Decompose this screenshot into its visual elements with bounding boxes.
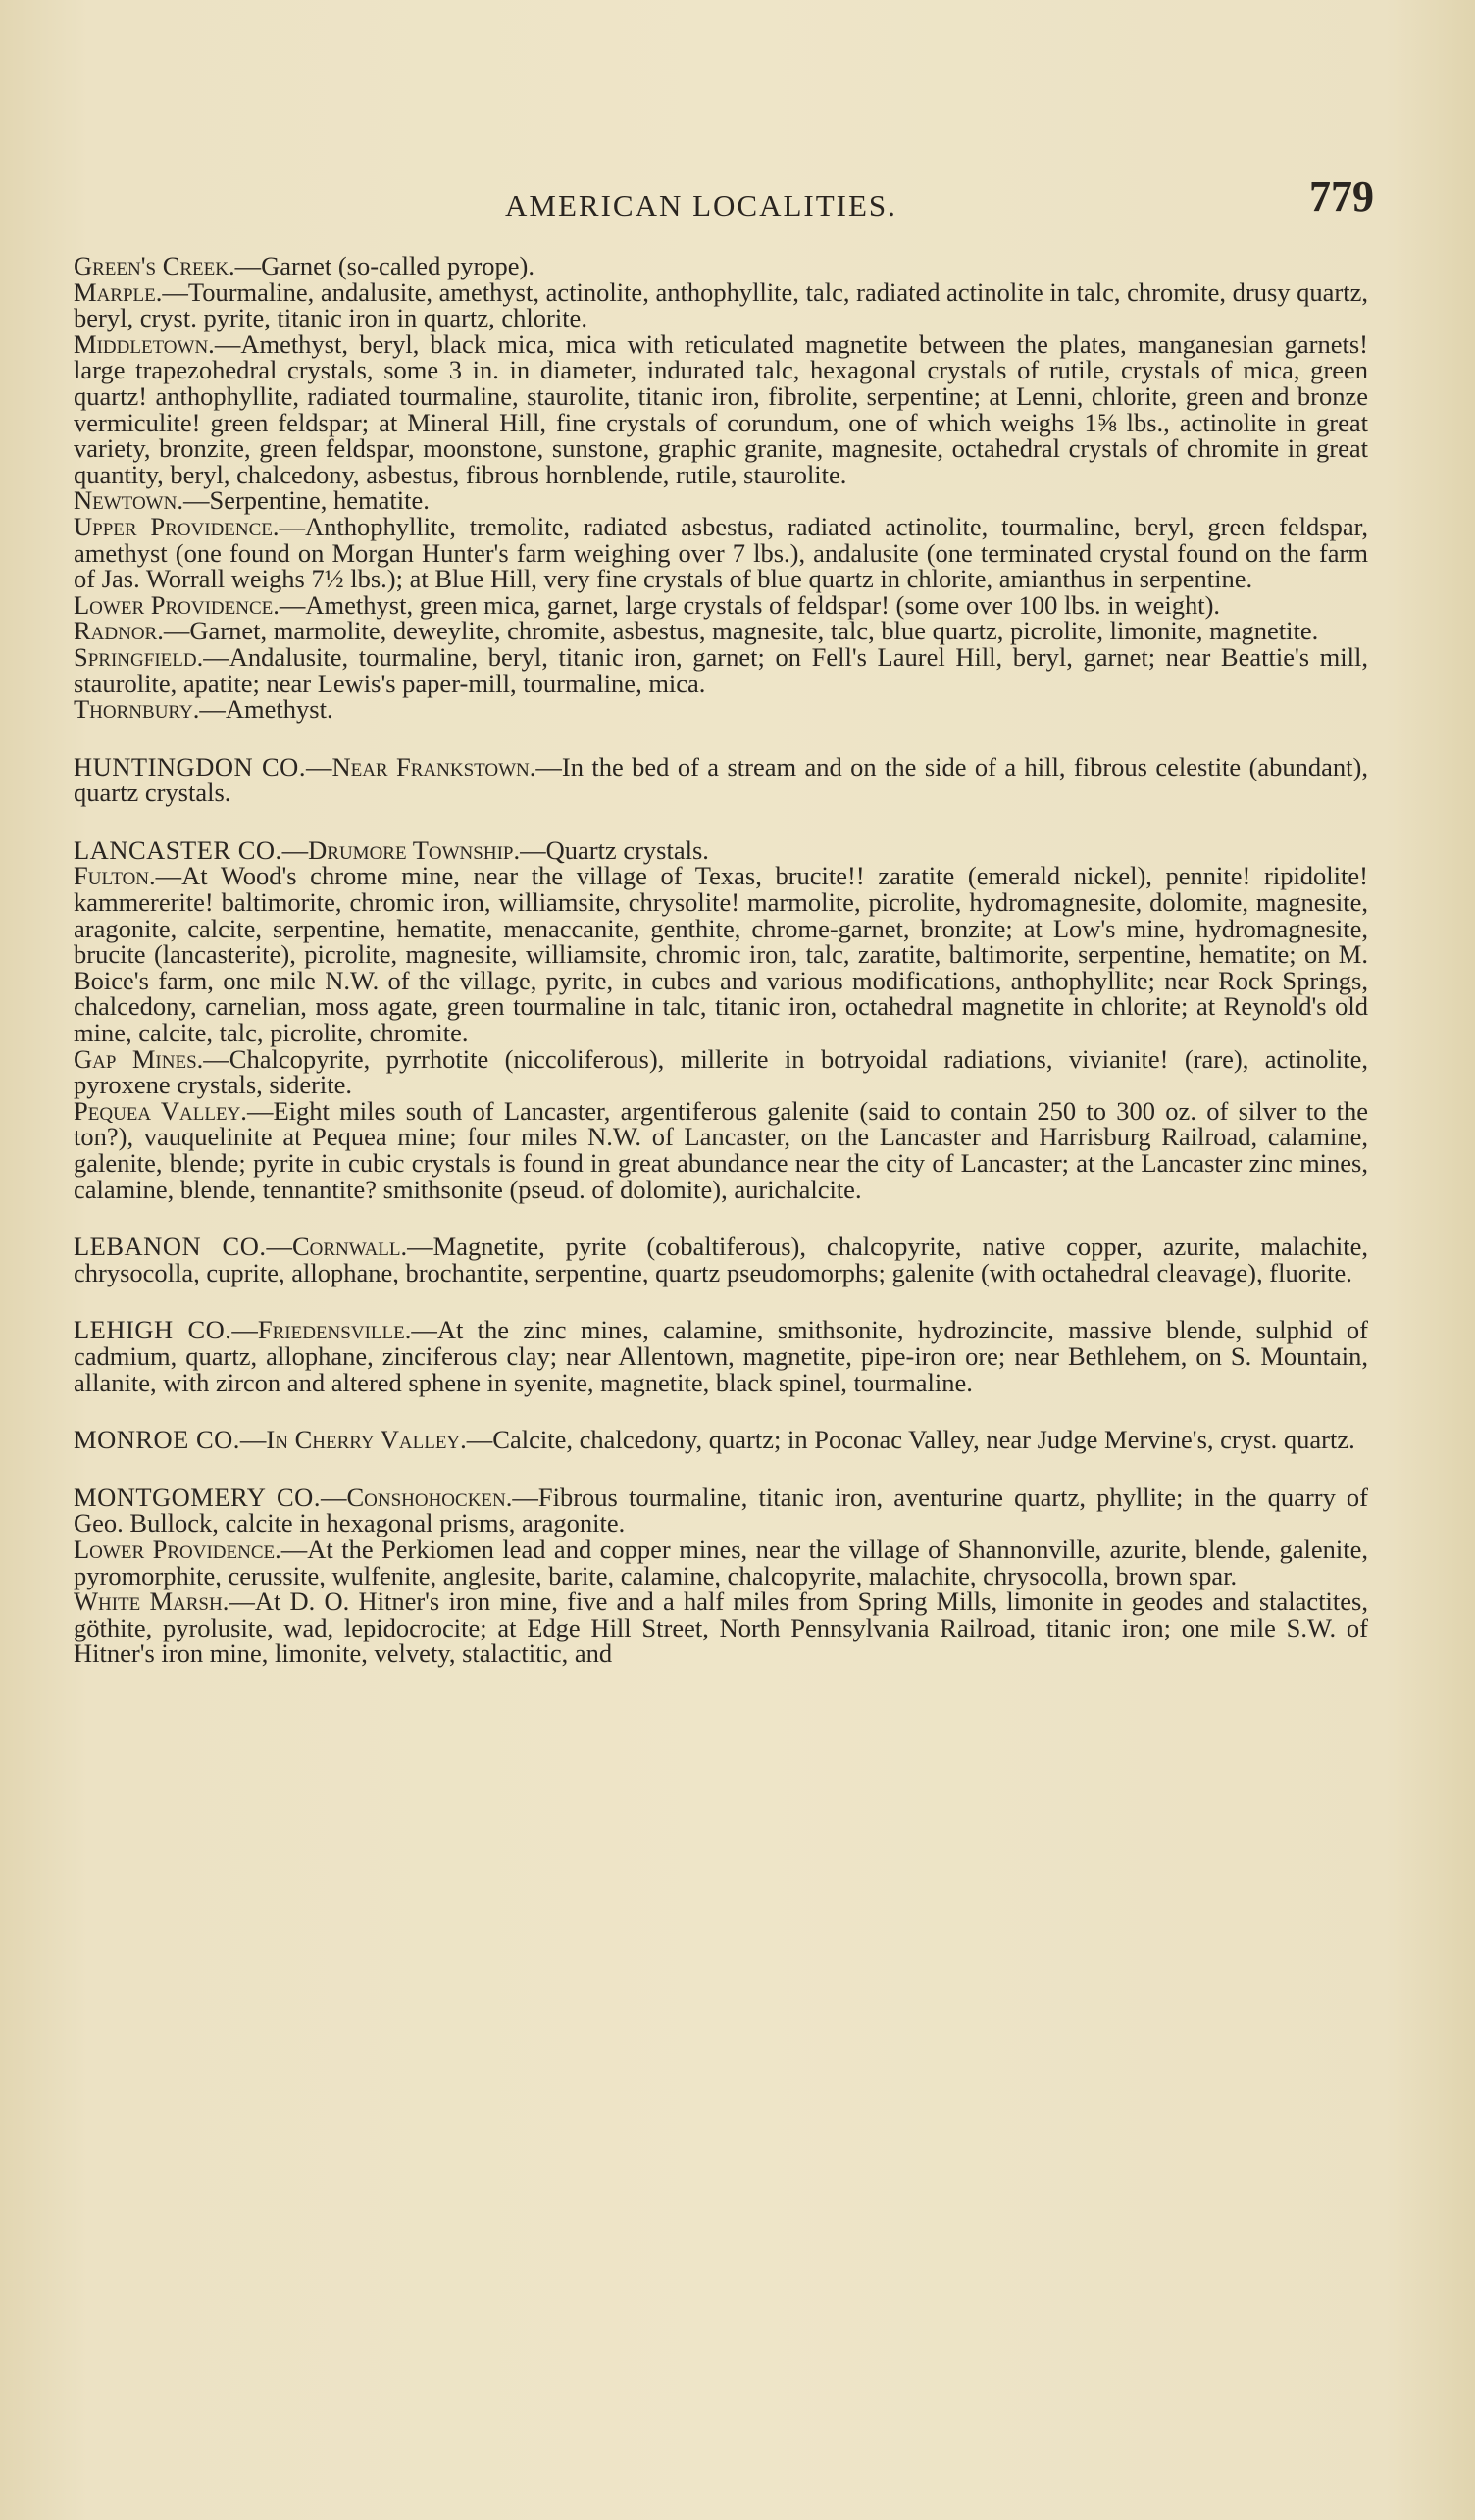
mineral-list: —Chalcopyrite, pyrrhotite (niccoliferous), millerite in botryoidal radiations, vivianite! (rare), actinolite, pyroxene crystals, siderite. [74, 1043, 1368, 1100]
locality-entry [74, 589, 1368, 620]
locality-name: Upper Providence. [74, 511, 280, 541]
locality-name: Thornbury. [74, 694, 200, 725]
locality-name: —In Cherry Valley. [239, 1425, 467, 1455]
mineral-list: —Quartz crystals. [520, 834, 709, 865]
locality-entry [74, 861, 1368, 1048]
locality-entry [74, 696, 1368, 723]
page-header [74, 167, 1374, 245]
mineral-list: —At Wood's chrome mine, near the village of Texas, brucite!! zaratite (emerald nickel), pennite! ripidolite! kammererite! baltimorite, chromic iron, williamsite, chrysolite! marmolite, picrolite, hydromagnesite, dolomite, magnesite, aragonite, calcite, serpentine, hematite, menaccanite, genthite, chrome-garnet, bronzite; at Low's mine, hydromagnesite, brucite (lancasterite), picrolite, magnesite, williamsite, chromic iron, talc, zaratite, baltimorite, serpentine, hematite; on M. Boice's farm, one mile N.W. of the village, pyrite, in cubes and various modifications, anthophyllite; near Rock Springs, chalcedony, carnelian, moss agate, green tourmaline in talc, titanic iron, octahedral magnetite in chlorite; at Reynold's old mine, calcite, talc, picrolite, chromite. [74, 861, 1368, 1048]
mineral-list: —Amethyst, beryl, black mica, mica with reticulated magnetite between the plates, manganesian garnets! large trapezohedral crystals, some 3 in. in diameter, indurated talc, hexagonal crystals of rutile, crystals of mica, green quartz! anthophyllite, radiated tourmaline, staurolite, titanic iron, fibrolite, serpentine; at Lenni, chlorite, green and bronze vermiculite! green feldspar; at Mineral Hill, fine crystals of corundum, one of which weighs 1⅝ lbs., actinolite in great variety, bronzite, green feldspar, moonstone, sunstone, graphic granite, magnesite, octahedral crystals of chromite in great quantity, beryl, chalcedony, asbestus, fibrous hornblende, rutile, staurolite. [74, 328, 1368, 489]
mineral-list: —Tourmaline, andalusite, amethyst, actinolite, anthophyllite, talc, radiated actinolite in talc, chromite, drusy quartz, beryl, cryst. pyrite, titanic iron in quartz, chlorite. [74, 277, 1368, 333]
locality-entry [74, 1588, 1368, 1667]
mineral-list: —Amethyst. [199, 694, 333, 725]
locality-name: Springfield. [74, 641, 204, 672]
locality-entry [74, 328, 1368, 489]
locality-name: White Marsh. [74, 1587, 229, 1617]
mineral-list: —At D. O. Hitner's iron mine, five and a half miles from Spring Mills, limonite in geodes and stalactites, göthite, pyrolusite, wad, lepidocrocite; at Edge Hill Street, North Pennsylvania Railroad, titanic iron; one mile S.W. of Hitner's iron mine, limonite, velvety, stalactitic, and [74, 1587, 1368, 1669]
locality-name: Lower Providence. [74, 589, 280, 620]
county-entry [74, 1482, 1368, 1538]
county-entry [74, 1317, 1368, 1395]
locality-entry [74, 487, 1368, 514]
locality-name: —Friedensville. [231, 1315, 412, 1345]
mineral-list: —In the bed of a stream and on the side of a hill, fibrous celestite (abundant), quartz crystals. [74, 751, 1368, 808]
county-name: HUNTINGDON CO. [74, 751, 306, 781]
locality-entry [74, 511, 1368, 594]
locality-name: —Near Frankstown. [305, 751, 536, 781]
locality-entry [74, 1043, 1368, 1100]
mineral-list: —Eight miles south of Lancaster, argentiferous galenite (said to contain 250 to 300 oz. of silver to the ton?), vauquelinite at Pequea mine; four miles N.W. of Lancaster, on the Lancaster and Harrisburg Railroad, calamine, galenite, blende; pyrite in cubic crystals is found in great abundance near the city of Lancaster; at the Lancaster zinc mines, calamine, blende, tennantite? smithsonite (pseud. of dolomite), aurichalcite. [74, 1095, 1368, 1204]
county-entry [74, 834, 1368, 865]
locality-entry [74, 618, 1368, 644]
mineral-list: —At the Perkiomen lead and copper mines, near the village of Shannonville, azurite, blende, galenite, pyromorphite, cerussite, wulfenite, anglesite, barite, calamine, chalcopyrite, malachite, chrysocolla, brown spar. [74, 1534, 1368, 1590]
locality-name: Marple. [74, 277, 163, 307]
locality-name: Pequea Valley. [74, 1095, 247, 1126]
county-entry [74, 1427, 1368, 1453]
mineral-list: —Amethyst, green mica, garnet, large crystals of feldspar! (some over 100 lbs. in weight). [279, 589, 1221, 620]
locality-name: Newtown. [74, 485, 183, 516]
county-name: MONTGOMERY CO. [74, 1482, 321, 1512]
county-name: MONROE CO. [74, 1425, 240, 1455]
locality-entry [74, 253, 1368, 279]
mineral-list: —Garnet, marmolite, deweylite, chromite, asbestus, magnesite, talc, blue quartz, picrolite, limonite, magnetite. [163, 616, 1319, 646]
locality-entry [74, 1534, 1368, 1590]
locality-name: Radnor. [74, 616, 164, 646]
locality-entry [74, 1095, 1368, 1204]
county-entry [74, 751, 1368, 808]
locality-name: —Drumore Township. [281, 834, 521, 865]
county-entry [74, 1234, 1368, 1285]
locality-entry [74, 279, 1368, 331]
mineral-list: —Andalusite, tourmaline, beryl, titanic iron, garnet; on Fell's Laurel Hill, beryl, garnet; near Beattie's mill, staurolite, apatite; near Lewis's paper-mill, tourmaline, mica. [74, 641, 1368, 698]
locality-name: —Cornwall. [266, 1232, 408, 1262]
mineral-list: —At the zinc mines, calamine, smithsonite, hydrozincite, massive blende, sulphid of cadmium, quartz, allophane, zinciferous clay; near Allentown, magnetite, pipe-iron ore; near Bethlehem, on S. Mountain, allanite, with zircon and altered sphene in syenite, magnetite, black spinel, tourmaline. [74, 1315, 1368, 1397]
mineral-list: —Anthophyllite, tremolite, radiated asbestus, radiated actinolite, tourmaline, beryl, green feldspar, amethyst (one found on Morgan Hunter's farm weighing over 7 lbs.), andalusite (one terminated crystal found on the farm of Jas. Worrall weighs 7½ lbs.); at Blue Hill, very fine crystals of blue quartz in chlorite, amianthus in serpentine. [74, 511, 1368, 594]
county-name: LEHIGH CO. [74, 1315, 232, 1345]
mineral-list: —Serpentine, hematite. [182, 485, 430, 516]
running-head: AMERICAN LOCALITIES. [505, 188, 897, 223]
mineral-list: —Calcite, chalcedony, quartz; in Poconac Valley, near Judge Mervine's, cryst. quartz. [466, 1425, 1355, 1455]
page-number: 779 [1309, 173, 1374, 221]
mineral-list: —Garnet (so-called pyrope). [234, 251, 534, 280]
locality-name: —Conshohocken. [320, 1482, 513, 1512]
locality-entry [74, 641, 1368, 698]
locality-name: Green's Creek. [74, 251, 235, 280]
county-name: LANCASTER CO. [74, 834, 282, 865]
locality-name: Middletown. [74, 328, 215, 359]
locality-name: Gap Mines. [74, 1043, 204, 1074]
mineral-list: —Magnetite, pyrite (cobaltiferous), chalcopyrite, native copper, azurite, malachite, chrysocolla, cuprite, allophane, brochantite, serpentine, quartz pseudomorphs; galenite (with octahedral cleavage), fluorite. [74, 1232, 1368, 1287]
locality-name: Lower Providence. [74, 1534, 281, 1564]
locality-name: Fulton. [74, 861, 156, 891]
mineral-list: —Fibrous tourmaline, titanic iron, aventurine quartz, phyllite; in the quarry of Geo. Bullock, calcite in hexagonal prisms, aragonite. [74, 1482, 1368, 1538]
county-name: LEBANON CO. [74, 1232, 267, 1262]
page-body [74, 253, 1368, 1667]
